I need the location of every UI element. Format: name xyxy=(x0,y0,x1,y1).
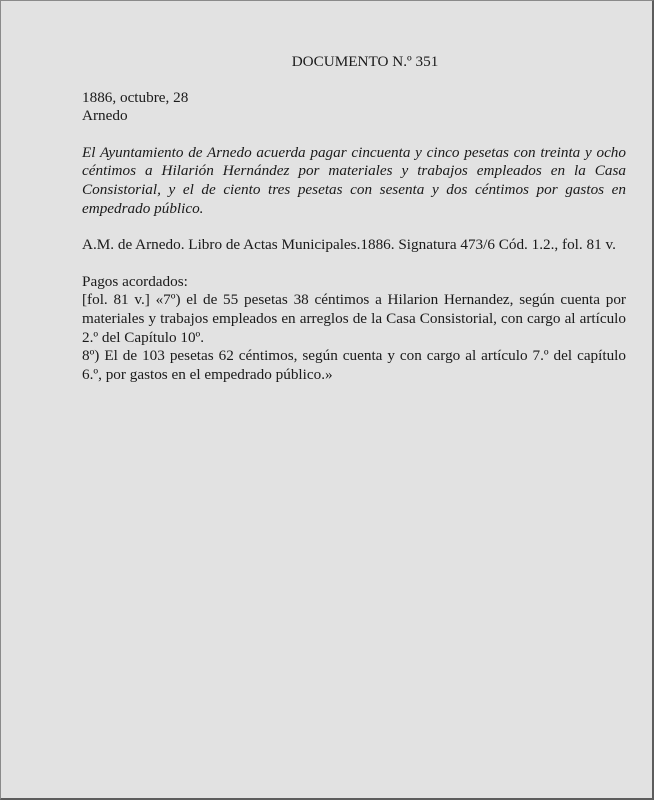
document-content xyxy=(82,53,626,384)
date-place-block xyxy=(82,89,626,126)
body-paragraph-2: 8º) El de 103 pesetas 62 céntimos, según cuenta y con cargo al artículo 7.º del capítulo 6.º, por gastos en el empedrado público.» xyxy=(82,347,626,383)
document-place: Arnedo xyxy=(82,107,128,125)
archive-reference: A.M. de Arnedo. Libro de Actas Municipales.1886. Signatura 473/6 Cód. 1.2., fol. 81 v. xyxy=(82,236,616,254)
body-paragraph-1: [fol. 81 v.] «7º) el de 55 pesetas 38 céntimos a Hilarion Hernandez, según cuenta por materiales y trabajos empleados en arreglos de la Casa Consistorial, con cargo al artículo 2.º del Capítulo 10º. xyxy=(82,291,626,346)
document-summary: El Ayuntamiento de Arnedo acuerda pagar cincuenta y cinco pesetas con treinta y ocho céntimos a Hilarión Hernández por materiales y trabajos empleados en la Casa Consistorial, y el de ciento tres pesetas con sesenta y dos céntimos por gastos en empedrado público. xyxy=(82,143,626,217)
body-heading: Pagos acordados: xyxy=(82,272,188,290)
document-title: DOCUMENTO N.º 351 xyxy=(291,53,439,70)
document-date: 1886, octubre, 28 xyxy=(82,88,189,106)
document-body xyxy=(82,273,626,385)
